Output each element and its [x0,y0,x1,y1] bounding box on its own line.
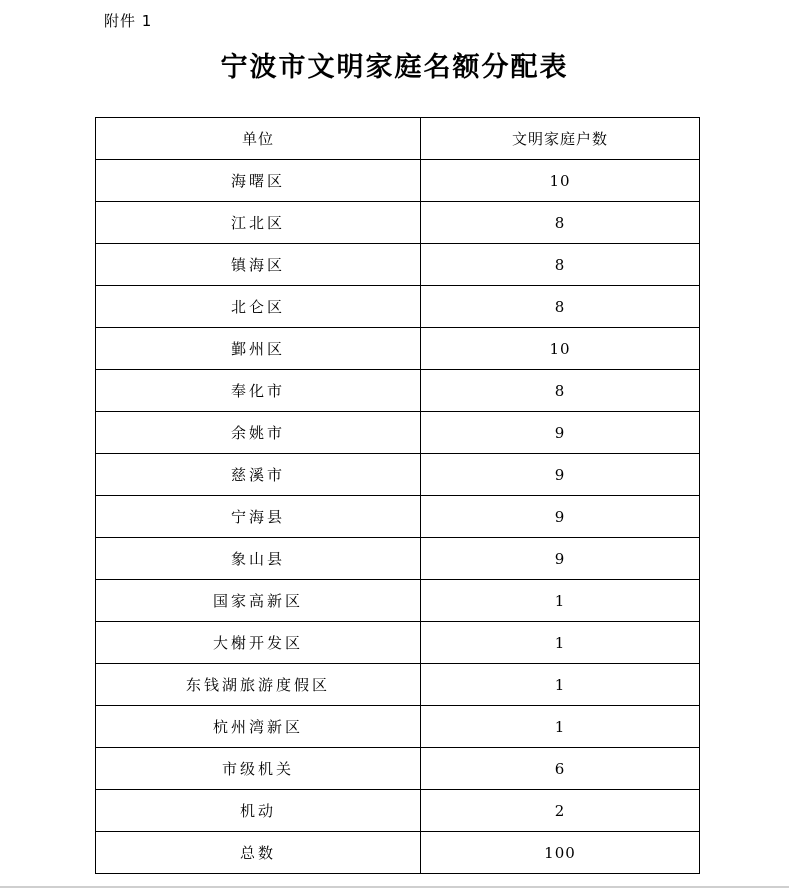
table-row [96,412,700,454]
table-row [96,748,700,790]
count-cell: 1 [421,622,700,664]
table-row [96,622,700,664]
count-cell: 8 [421,202,700,244]
count-cell: 8 [421,286,700,328]
count-cell: 6 [421,748,700,790]
count-cell: 9 [421,496,700,538]
unit-cell: 慈溪市 [96,454,421,496]
unit-cell: 北仑区 [96,286,421,328]
unit-cell: 鄞州区 [96,328,421,370]
table-row [96,202,700,244]
table-row [96,286,700,328]
unit-cell: 东钱湖旅游度假区 [96,664,421,706]
count-cell: 9 [421,538,700,580]
table-row [96,496,700,538]
unit-cell: 余姚市 [96,412,421,454]
unit-cell: 国家高新区 [96,580,421,622]
quota-table [95,117,700,874]
table-row [96,370,700,412]
count-cell: 9 [421,454,700,496]
header-count: 文明家庭户数 [421,118,700,160]
unit-cell: 大榭开发区 [96,622,421,664]
table-row [96,580,700,622]
unit-cell: 市级机关 [96,748,421,790]
unit-cell: 杭州湾新区 [96,706,421,748]
table-header-row [96,118,700,160]
table-row [96,706,700,748]
table-row [96,538,700,580]
count-cell: 1 [421,580,700,622]
table-row [96,790,700,832]
table-row [96,664,700,706]
unit-cell: 海曙区 [96,160,421,202]
attachment-label: 附件 1 [104,12,153,30]
count-cell: 1 [421,664,700,706]
count-cell: 8 [421,244,700,286]
header-unit: 单位 [96,118,421,160]
unit-cell: 宁海县 [96,496,421,538]
table-row-total [96,832,700,874]
unit-cell: 江北区 [96,202,421,244]
page-bottom-divider [0,886,789,888]
unit-cell: 象山县 [96,538,421,580]
unit-cell: 奉化市 [96,370,421,412]
document-title: 宁波市文明家庭名额分配表 [220,52,569,83]
count-cell: 10 [421,160,700,202]
count-cell: 10 [421,328,700,370]
count-cell: 8 [421,370,700,412]
table-row [96,328,700,370]
total-count-cell: 100 [421,832,700,874]
count-cell: 1 [421,706,700,748]
table-row [96,244,700,286]
unit-cell: 镇海区 [96,244,421,286]
total-label-cell: 总数 [96,832,421,874]
count-cell: 9 [421,412,700,454]
unit-cell: 机动 [96,790,421,832]
count-cell: 2 [421,790,700,832]
table-row [96,454,700,496]
table-row [96,160,700,202]
